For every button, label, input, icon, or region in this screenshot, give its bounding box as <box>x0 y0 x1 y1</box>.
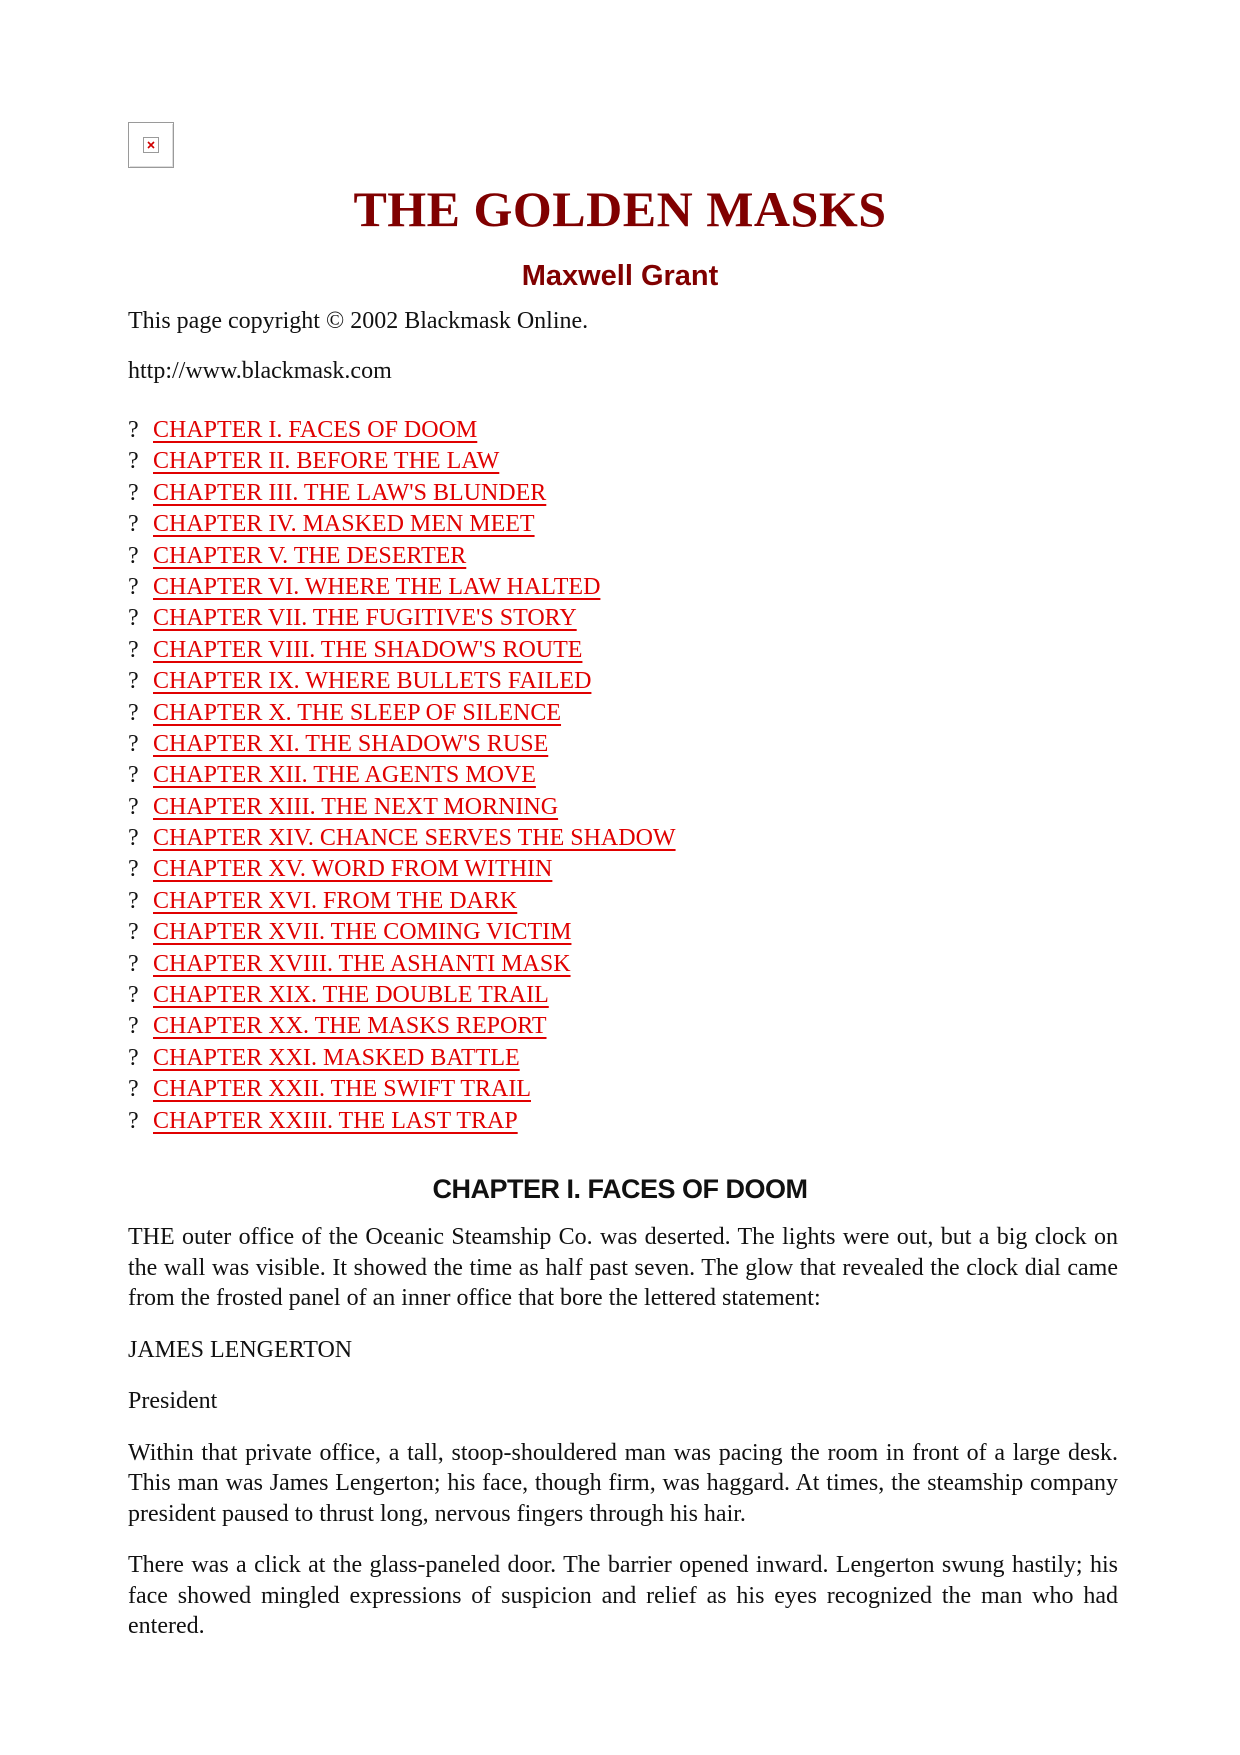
toc-bullet: ? <box>128 1013 139 1040</box>
toc-item <box>128 1043 676 1074</box>
toc-bullet: ? <box>128 762 139 789</box>
toc-item <box>128 603 676 634</box>
toc-bullet: ? <box>128 919 139 946</box>
toc-bullet: ? <box>128 668 139 695</box>
toc-bullet: ? <box>128 825 139 852</box>
toc-chapter-link[interactable]: CHAPTER XIII. THE NEXT MORNING <box>153 793 559 820</box>
toc-item <box>128 823 676 854</box>
toc-chapter-link[interactable]: CHAPTER XVIII. THE ASHANTI MASK <box>153 950 571 977</box>
paragraph: President <box>128 1388 218 1414</box>
toc-chapter-link[interactable]: CHAPTER VIII. THE SHADOW'S ROUTE <box>153 636 583 663</box>
toc-bullet: ? <box>128 1044 139 1071</box>
toc-bullet: ? <box>128 448 139 475</box>
toc-chapter-link[interactable]: CHAPTER III. THE LAW'S BLUNDER <box>153 479 547 506</box>
toc-chapter-link[interactable]: CHAPTER XVI. FROM THE DARK <box>153 887 518 914</box>
toc-bullet: ? <box>128 511 139 538</box>
paragraph: JAMES LENGERTON <box>128 1336 353 1363</box>
toc-chapter-link[interactable]: CHAPTER VII. THE FUGITIVE'S STORY <box>153 605 577 632</box>
book-author: Maxwell Grant <box>521 260 719 292</box>
toc-item <box>128 980 676 1011</box>
toc-item <box>128 446 676 477</box>
toc-chapter-link[interactable]: CHAPTER XX. THE MASKS REPORT <box>153 1013 547 1040</box>
toc-item <box>128 572 676 603</box>
toc-bullet: ? <box>128 982 139 1009</box>
toc-item <box>128 478 676 509</box>
toc-chapter-link[interactable]: CHAPTER XXI. MASKED BATTLE <box>153 1044 520 1071</box>
toc-bullet: ? <box>128 856 139 883</box>
toc-item <box>128 1074 676 1105</box>
chapter-body <box>128 1222 1118 1663</box>
toc-bullet: ? <box>128 479 139 506</box>
toc-item <box>128 698 676 729</box>
toc-chapter-link[interactable]: CHAPTER I. FACES OF DOOM <box>153 417 478 443</box>
toc-chapter-link[interactable]: CHAPTER XIV. CHANCE SERVES THE SHADOW <box>153 825 676 852</box>
toc-item <box>128 1106 676 1137</box>
toc-bullet: ? <box>128 417 139 443</box>
toc-item <box>128 1011 676 1042</box>
toc-bullet: ? <box>128 887 139 914</box>
toc-bullet: ? <box>128 699 139 726</box>
toc-item <box>128 760 676 791</box>
toc-chapter-link[interactable]: CHAPTER IV. MASKED MEN MEET <box>153 511 535 538</box>
toc-item <box>128 792 676 823</box>
toc-chapter-link[interactable]: CHAPTER VI. WHERE THE LAW HALTED <box>153 573 601 600</box>
toc-bullet: ? <box>128 1076 139 1103</box>
toc-chapter-link[interactable]: CHAPTER X. THE SLEEP OF SILENCE <box>153 699 562 726</box>
toc-chapter-link[interactable]: CHAPTER IX. WHERE BULLETS FAILED <box>153 668 592 695</box>
toc-item <box>128 509 676 540</box>
toc-chapter-link[interactable]: CHAPTER XI. THE SHADOW'S RUSE <box>153 730 549 757</box>
toc-chapter-link[interactable]: CHAPTER XV. WORD FROM WITHIN <box>153 856 553 883</box>
toc-item <box>128 854 676 885</box>
toc-chapter-link[interactable]: CHAPTER XVII. THE COMING VICTIM <box>153 919 572 946</box>
toc-bullet: ? <box>128 950 139 977</box>
book-title: THE GOLDEN MASKS <box>353 181 887 237</box>
paragraph: THE outer office of the Oceanic Steamship Co. was deserted. The lights were out, but a big clock on the wall was visible. It showed the time as half past seven. The glow that revealed the clock dial came from the frosted panel of an inner office that bore the lettered statement: <box>128 1224 1118 1311</box>
source-url: http://www.blackmask.com <box>128 358 392 384</box>
broken-image-placeholder <box>128 122 174 168</box>
toc-bullet: ? <box>128 730 139 757</box>
toc-chapter-link[interactable]: CHAPTER XIX. THE DOUBLE TRAIL <box>153 982 549 1009</box>
paragraph: Within that private office, a tall, stoop-shouldered man was pacing the room in front of a large desk. This man was James Lengerton; his face, though firm, was haggard. At times, the steamship company president paused to thrust long, nervous fingers through his hair. <box>128 1439 1118 1527</box>
toc-item <box>128 949 676 980</box>
broken-image-icon <box>143 137 159 153</box>
toc-chapter-link[interactable]: CHAPTER XXIII. THE LAST TRAP <box>153 1107 518 1134</box>
toc-chapter-link[interactable]: CHAPTER II. BEFORE THE LAW <box>153 448 500 475</box>
toc-item <box>128 541 676 572</box>
toc-item <box>128 886 676 917</box>
toc-item <box>128 415 676 446</box>
toc-item <box>128 635 676 666</box>
toc-bullet: ? <box>128 542 139 569</box>
toc-bullet: ? <box>128 573 139 600</box>
toc-item <box>128 729 676 760</box>
paragraph: There was a click at the glass-paneled door. The barrier opened inward. Lengerton swung hastily; his face showed mingled expressions of suspicion and relief as his eyes recognized the man who had entered. <box>128 1552 1118 1639</box>
toc-bullet: ? <box>128 605 139 632</box>
toc-bullet: ? <box>128 636 139 663</box>
chapter-heading: CHAPTER I. FACES OF DOOM <box>432 1174 808 1204</box>
toc-item <box>128 666 676 697</box>
table-of-contents <box>128 415 676 1137</box>
toc-chapter-link[interactable]: CHAPTER V. THE DESERTER <box>153 542 467 569</box>
toc-item <box>128 917 676 948</box>
toc-chapter-link[interactable]: CHAPTER XII. THE AGENTS MOVE <box>153 762 536 789</box>
toc-chapter-link[interactable]: CHAPTER XXII. THE SWIFT TRAIL <box>153 1076 531 1103</box>
toc-bullet: ? <box>128 793 139 820</box>
toc-bullet: ? <box>128 1107 139 1134</box>
copyright-notice: This page copyright © 2002 Blackmask Online. <box>128 308 589 334</box>
